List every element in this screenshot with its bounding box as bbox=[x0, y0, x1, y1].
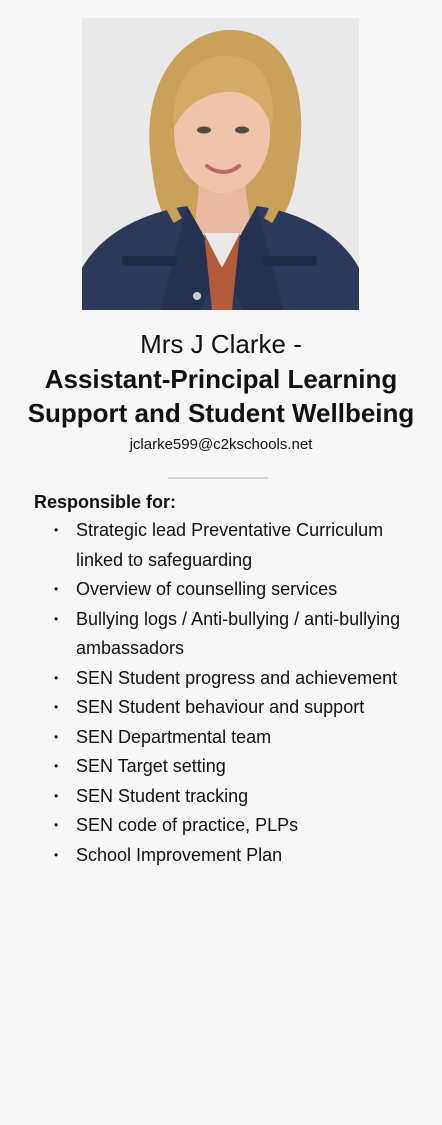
divider bbox=[168, 477, 268, 479]
list-item: • Overview of counselling services bbox=[54, 575, 414, 605]
staff-email[interactable]: jclarke599@c2kschools.net bbox=[129, 436, 313, 453]
staff-title: Assistant-Principal Learning Support and Student Wellbeing bbox=[27, 364, 415, 428]
list-item: • SEN code of practice, PLPs bbox=[54, 811, 414, 841]
list-item: • Bullying logs / Anti-bullying / anti-bullying ambassadors bbox=[54, 605, 414, 664]
staff-name: Mrs J Clarke - bbox=[140, 329, 302, 359]
profile-photo bbox=[82, 18, 359, 310]
responsibilities-list bbox=[54, 516, 414, 870]
list-item: • School Improvement Plan bbox=[54, 841, 414, 871]
list-item: • SEN Student tracking bbox=[54, 782, 414, 812]
list-item: • SEN Student progress and achievement bbox=[54, 664, 414, 694]
responsibilities-heading: Responsible for: bbox=[34, 492, 177, 512]
list-item: • SEN Departmental team bbox=[54, 723, 414, 753]
list-item: • SEN Target setting bbox=[54, 752, 414, 782]
list-item: • Strategic lead Preventative Curriculum linked to safeguarding bbox=[54, 516, 414, 575]
list-item: • SEN Student behaviour and support bbox=[54, 693, 414, 723]
